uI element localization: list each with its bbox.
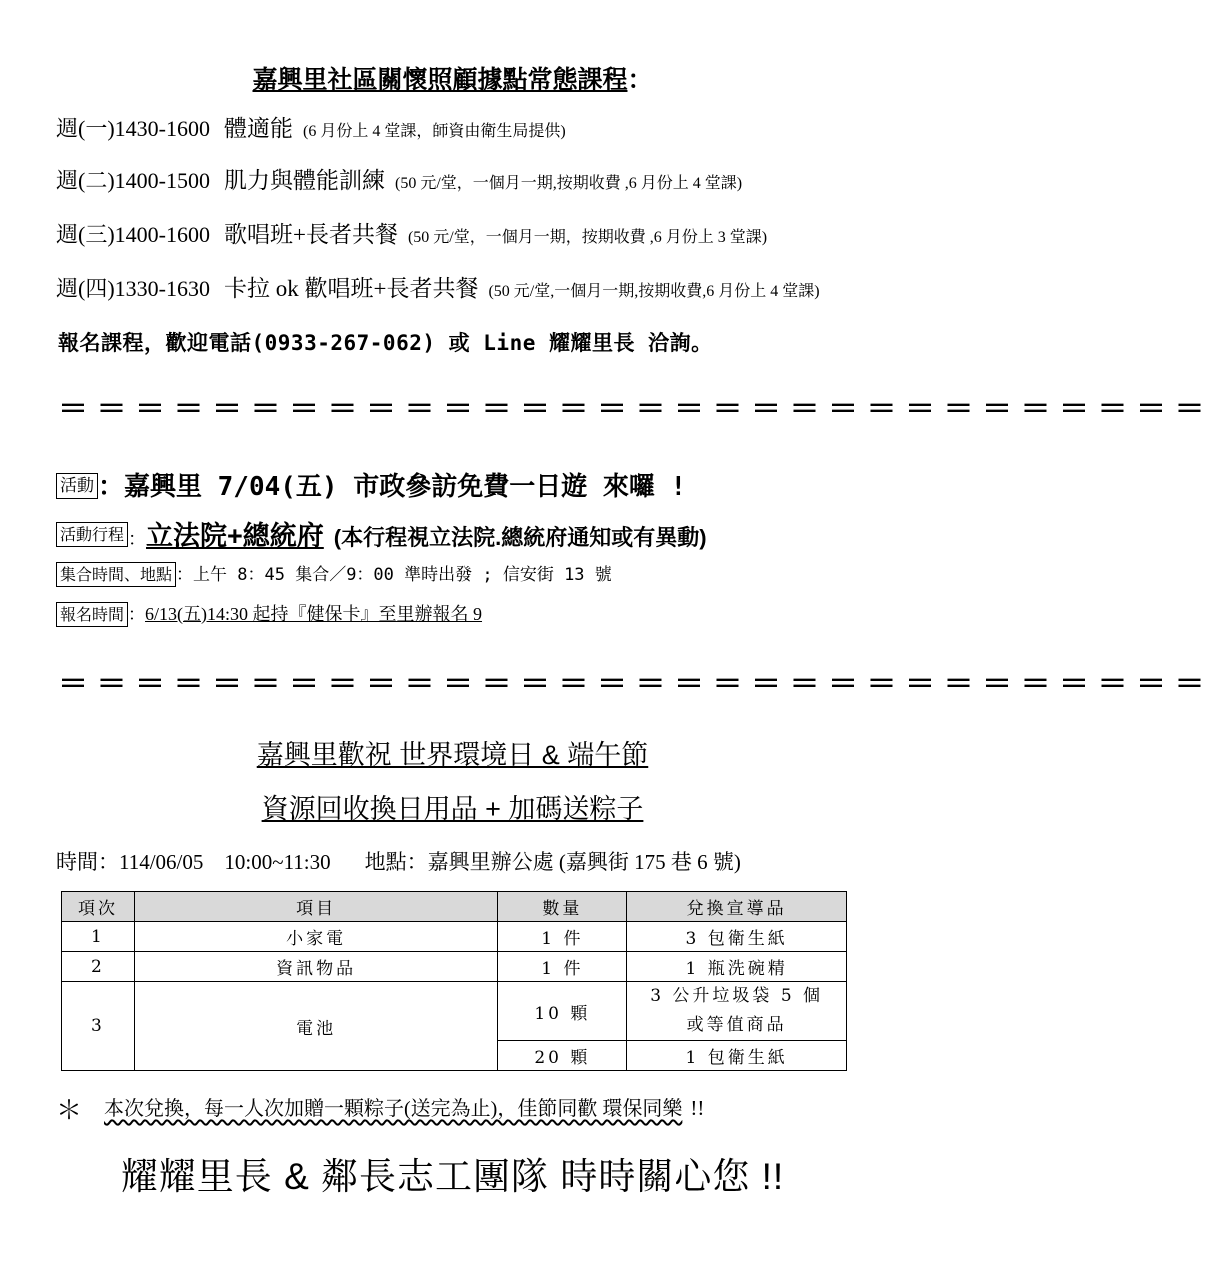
campaign-time-location: [56, 846, 741, 876]
course-line: [56, 216, 767, 249]
course-time: 週(二)1400-1500: [56, 168, 210, 193]
course-note: (50 元/堂,一個月一期,按期收費,6 月份上 4 堂課): [488, 283, 820, 300]
course-time: 週(一)1430-1600: [56, 116, 210, 141]
campaign-subtitle: 資源回收換日用品 + 加碼送粽子: [261, 794, 644, 824]
cell-qty: 1 件: [498, 952, 627, 982]
schedule-main: 立法院+總統府: [146, 521, 324, 551]
campaign-location: 地點：嘉興里辦公處 (嘉興街 175 巷 6 號): [364, 850, 741, 874]
column-header: 項次: [62, 892, 135, 922]
bonus-note-excl: !!: [690, 1096, 705, 1120]
column-header: 項目: [134, 892, 498, 922]
cell-no: 3: [62, 982, 135, 1071]
column-header: 兌換宣導品: [627, 892, 847, 922]
star-icon: ＊: [56, 1096, 83, 1125]
page-title: [0, 60, 905, 96]
course-line: [56, 162, 742, 195]
cell-no: 2: [62, 952, 135, 982]
course-line: [56, 270, 820, 303]
footer-slogan: 耀耀里長 & 鄰長志工團隊 時時關心您 !!: [120, 1156, 785, 1197]
reg-colon: ：: [128, 605, 146, 624]
course-time: 週(三)1400-1600: [56, 222, 210, 247]
page-title-text: 嘉興里社區關懷照顧據點常態課程: [252, 67, 628, 94]
activity-label: 活動: [56, 473, 98, 499]
meeting-info: [56, 560, 612, 585]
page-title-colon: ：: [627, 67, 653, 94]
cell-item: 小家電: [134, 922, 498, 952]
cell-qty: 20 顆: [498, 1041, 627, 1071]
cell-gift-line: 3 公升垃圾袋 5 個: [650, 986, 824, 1006]
meet-label: 集合時間、地點: [56, 562, 176, 587]
table-row: [62, 982, 847, 1041]
cell-qty: 10 顆: [498, 982, 627, 1041]
course-time: 週(四)1330-1630: [56, 276, 210, 301]
column-header: 數量: [498, 892, 627, 922]
meet-text: ：上午 8：45 集合／9：00 準時出發 ; 信安街 13 號: [176, 565, 612, 585]
reg-text: 6/13(五)14:30 起持『健保卡』至里辦報名 9: [145, 604, 483, 624]
separator-line: ＝＝＝＝＝＝＝＝＝＝＝＝＝＝＝＝＝＝＝＝＝＝＝＝＝＝＝＝＝＝: [58, 667, 1213, 702]
cell-gift: 1 包衛生紙: [627, 1041, 847, 1071]
campaign-time: 時間：114/06/05 10:00~11:30: [56, 850, 331, 874]
cell-gift: 1 瓶洗碗精: [627, 952, 847, 982]
cell-gift: [627, 982, 847, 1041]
course-name: 歌唱班+長者共餐: [223, 222, 398, 247]
course-name: 體適能: [223, 116, 293, 141]
exchange-table: [61, 891, 847, 1071]
course-line: [56, 110, 566, 143]
cell-gift-line: 或等值商品: [686, 1015, 787, 1035]
separator-line: ＝＝＝＝＝＝＝＝＝＝＝＝＝＝＝＝＝＝＝＝＝＝＝＝＝＝＝＝＝＝: [58, 392, 1213, 427]
cell-gift: 3 包衛生紙: [627, 922, 847, 952]
table-header-row: [62, 892, 847, 922]
course-name: 卡拉 ok 歡唱班+長者共餐: [223, 276, 479, 301]
signup-info: 報名課程，歡迎電話(0933-267-062) 或 Line 耀耀里長 洽詢。: [58, 331, 713, 355]
campaign-title: 嘉興里歡祝 世界環境日 & 端午節: [256, 740, 649, 770]
schedule-label: 活動行程: [56, 522, 128, 547]
course-note: (50 元/堂，一個月一期，按期收費 ,6 月份上 3 堂課): [407, 229, 768, 246]
registration-info: [56, 600, 482, 626]
schedule-colon: ：: [128, 529, 147, 549]
cell-qty: 1 件: [498, 922, 627, 952]
activity-text: ：嘉興里 7/04(五) 市政參訪免費一日遊 來囉 !: [98, 472, 687, 502]
reg-label: 報名時間: [56, 602, 128, 627]
cell-item: 資訊物品: [134, 952, 498, 982]
bonus-note: [56, 1090, 704, 1127]
course-note: (50 元/堂，一個月一期,按期收費 ,6 月份上 4 堂課): [394, 175, 743, 192]
cell-item: 電池: [134, 982, 498, 1071]
bonus-note-text: 本次兌換，每一人次加贈一顆粽子(送完為止)，佳節同歡 環保同樂: [104, 1098, 683, 1120]
schedule-note: (本行程視立法院.總統府通知或有異動): [333, 525, 707, 550]
table-row: [62, 922, 847, 952]
cell-no: 1: [62, 922, 135, 952]
course-note: (6 月份上 4 堂課，師資由衛生局提供): [302, 123, 566, 140]
course-name: 肌力與體能訓練: [223, 168, 385, 193]
activity-headline: [56, 466, 686, 503]
activity-schedule: [56, 514, 707, 553]
table-row: [62, 952, 847, 982]
